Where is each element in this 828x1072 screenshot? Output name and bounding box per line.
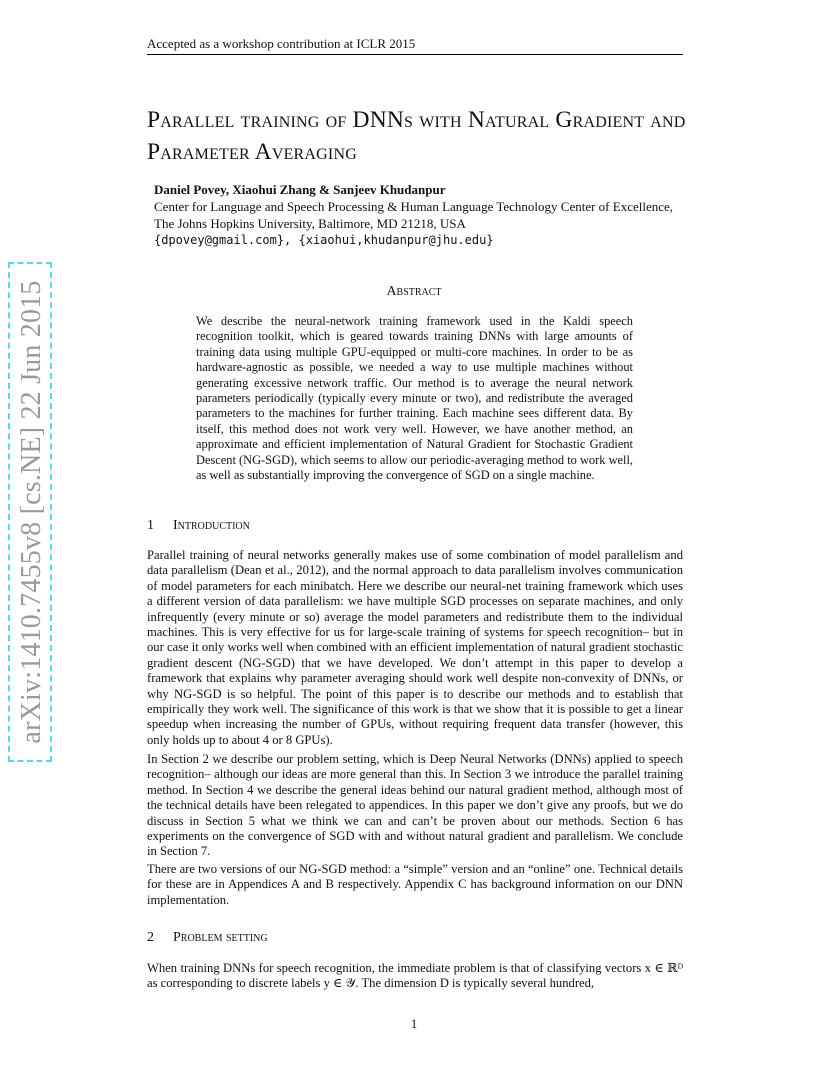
- author-emails: {dpovey@gmail.com}, {xiaohui,khudanpur@jhu.edu}: [154, 233, 494, 247]
- author-names: Daniel Povey, Xiaohui Zhang & Sanjeev Khudanpur: [154, 182, 446, 197]
- arxiv-stamp: arXiv:1410.7455v8 [cs.NE] 22 Jun 2015: [8, 262, 52, 762]
- intro-paragraph-3: There are two versions of our NG-SGD method: a “simple” version and an “online” one. Technical details for these are in Appendices A and B respectively. Appendix C has background information on our DNN implementation.: [147, 862, 683, 907]
- section-1-number: 1: [147, 518, 154, 533]
- intro-paragraph-1: Parallel training of neural networks generally makes use of some combination of model parallelism and data parallelism (Dean et al., 2012), and the normal approach to data parallelism involves communication of model parameters for each minibatch. Here we describe our neural-net training framework which uses a different version of data parallelism: we have multiple SGD processes on separate machines, and only infrequently (every minute or so) average the model parameters and redistribute them to the individual machines. This is very effective for us for large-scale training of systems for speech recognition– but in our case it only works well when combined with an efficient implementation of natural gradient stochastic gradient descent (NG-SGD) that we have developed. We don’t attempt in this paper to develop a framework that explains why parameter averaging should work well despite non-convexity of DNNs, or why NG-SGD is so helpful. The point of this paper is to describe our methods and to establish that empirically they work well. The significance of this work is that we show that it is possible to get a linear speedup when increasing the number of GPUs, without requiring frequent data transfer (however, this only holds up to about 4 or 8 GPUs).: [147, 548, 683, 747]
- abstract-heading: Abstract: [386, 284, 442, 299]
- abstract-body: We describe the neural-network training framework used in the Kaldi speech recognition toolkit, which is geared towards training DNNs with large amounts of training data using multiple GPU-equipped or multi-core machines. In order to be as hardware-agnostic as possible, we needed a way to use multiple machines without generating excessive network traffic. Our method is to average the neural network parameters periodically (typically every minute or two), and redistribute the averaged parameters to the machines for further training. Each machine sees different data. By itself, this method does not work very well. However, we have another method, an approximate and efficient implementation of Natural Gradient for Stochastic Gradient Descent (NG-SGD), which seems to allow our periodic-averaging method to work well, as well as substantially improving the convergence of SGD on a single machine.: [196, 314, 633, 483]
- affiliation-line-1: Center for Language and Speech Processing & Human Language Technology Center of Excellence,: [154, 199, 674, 214]
- section-2-title: Problem setting: [173, 930, 268, 945]
- paper-title: Parallel training of DNNs with Natural Gradient and Parameter Averaging: [147, 107, 686, 165]
- problem-setting-paragraph: When training DNNs for speech recognition, the immediate problem is that of classifying vectors x ∈ ℝᴰ as corresponding to discrete labels y ∈ 𝒴. The dimension D is typically several hundred,: [147, 961, 683, 991]
- section-1-heading: [147, 517, 250, 535]
- author-block: [154, 181, 714, 249]
- page-number: 1: [410, 1016, 418, 1031]
- intro-paragraph-2: In Section 2 we describe our problem setting, which is Deep Neural Networks (DNNs) applied to speech recognition– although our ideas are more general than this. In Section 3 we introduce the parallel training method. In Section 4 we describe the general ideas behind our natural gradient method, although most of the technical details have been relegated to appendices. In this paper we don’t give any proofs, but we do discuss in Section 5 what we think we can and can’t be proven about our methods. Section 6 has experiments on the convergence of SGD with and without natural gradient and parallelism. We conclude in Section 7.: [147, 752, 683, 859]
- section-1-title: Introduction: [173, 518, 250, 533]
- affiliation-line-2: The Johns Hopkins University, Baltimore, MD 21218, USA: [154, 216, 466, 231]
- section-2-heading: [147, 929, 268, 947]
- section-2-number: 2: [147, 930, 154, 945]
- running-header: Accepted as a workshop contribution at ICLR 2015: [147, 36, 683, 55]
